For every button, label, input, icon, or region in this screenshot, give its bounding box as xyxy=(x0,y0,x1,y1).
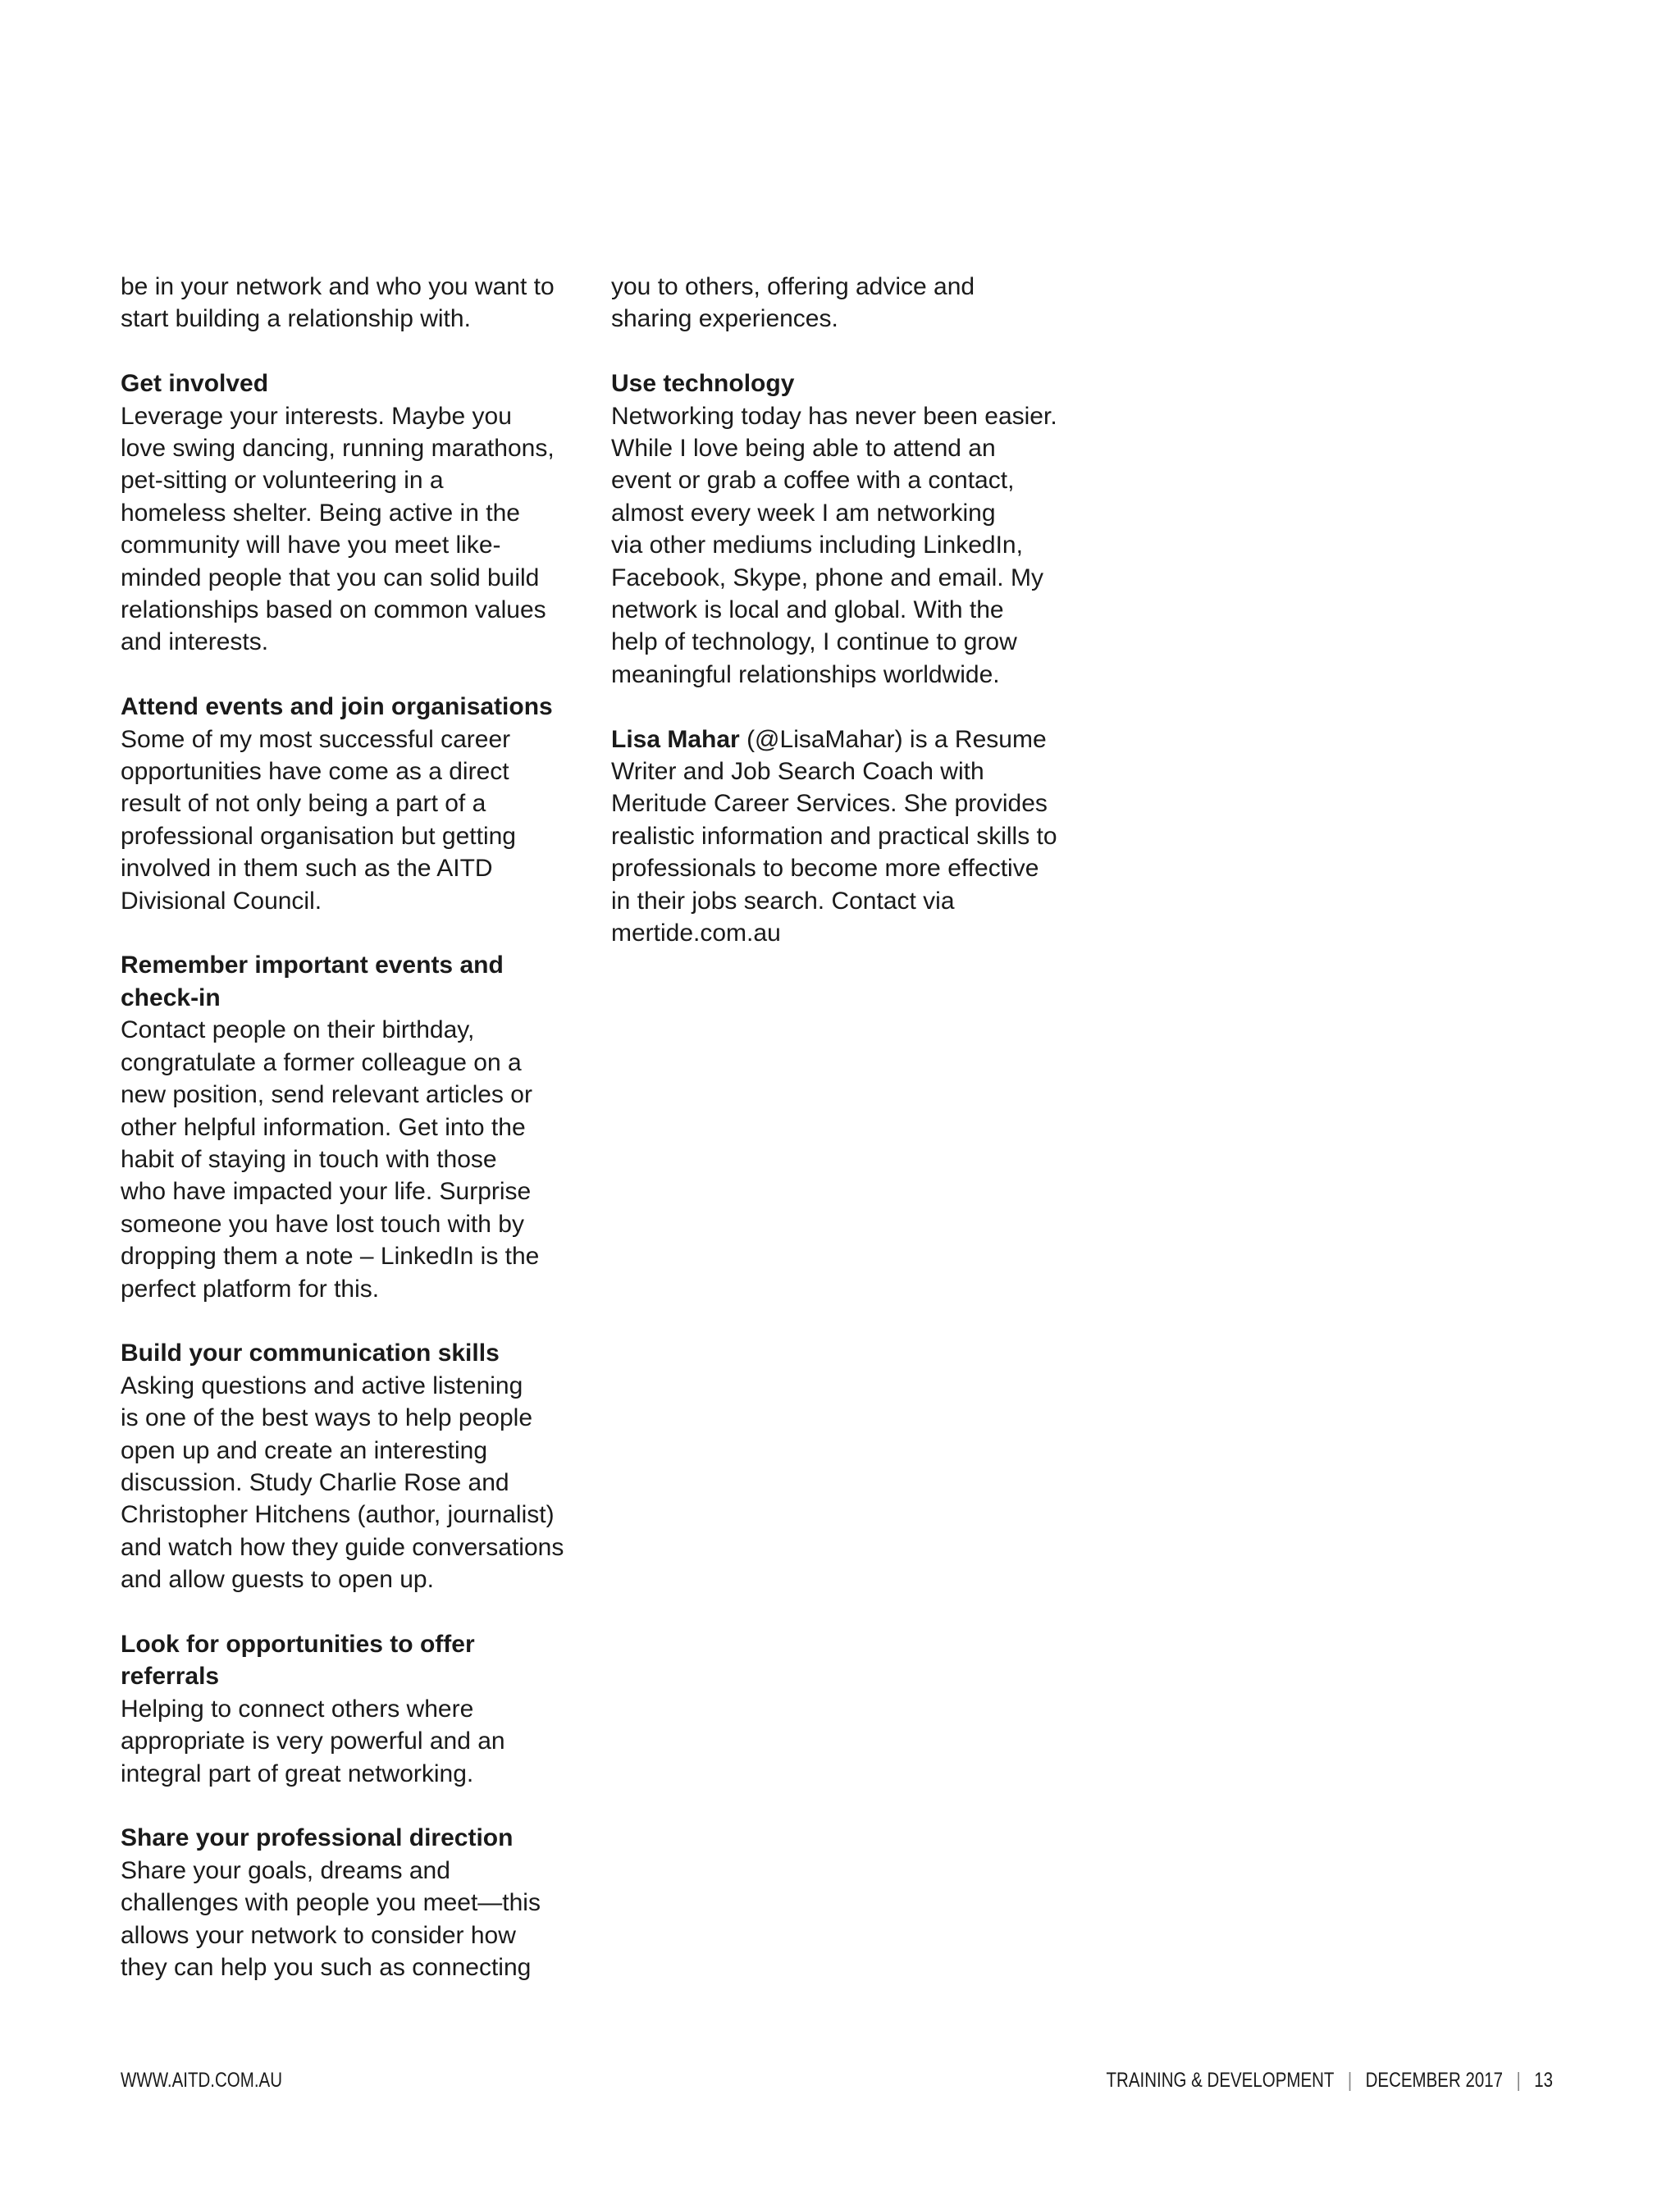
body-line: who have impacted your life. Surprise xyxy=(121,1178,532,1206)
body-line: appropriate is very powerful and an xyxy=(121,1728,505,1755)
body-line: other helpful information. Get into the xyxy=(121,1113,526,1141)
body-line: open up and create an interesting xyxy=(121,1436,487,1464)
section-heading: Use technology xyxy=(611,370,795,398)
issue-date: DECEMBER 2017 xyxy=(1365,2069,1504,2092)
body-line: community will have you meet like- xyxy=(121,532,501,559)
body-line: Divisional Council. xyxy=(121,887,322,915)
body-line: Writer and Job Search Coach with xyxy=(611,758,984,786)
body-line: almost every week I am networking xyxy=(611,499,996,527)
body-line: realistic information and practical skills to xyxy=(611,822,1057,850)
body-line: homeless shelter. Being active in the xyxy=(121,499,520,527)
body-line: dropping them a note – LinkedIn is the xyxy=(121,1243,540,1271)
footer-publication-info xyxy=(1107,2069,1553,2093)
section-heading: Build your communication skills xyxy=(121,1340,500,1367)
body-line: relationships based on common values xyxy=(121,596,546,624)
section-get-involved xyxy=(121,367,580,659)
body-line: new position, send relevant articles or xyxy=(121,1081,532,1109)
section-heading: Share your professional direction xyxy=(121,1824,514,1852)
body-line: Helping to connect others where xyxy=(121,1695,474,1723)
body-line: meaningful relationships worldwide. xyxy=(611,660,1000,688)
body-line: discussion. Study Charlie Rose and xyxy=(121,1468,509,1496)
body-line: integral part of great networking. xyxy=(121,1760,474,1787)
section-heading: Attend events and join organisations xyxy=(121,693,553,721)
right-column xyxy=(611,271,1071,982)
body-line: is one of the best ways to help people xyxy=(121,1404,533,1432)
body-line: Contact people on their birthday, xyxy=(121,1016,475,1044)
body-line: event or grab a coffee with a contact, xyxy=(611,467,1015,495)
footer-website: WWW.AITD.COM.AU xyxy=(121,2069,283,2092)
body-line: challenges with people you meet—this xyxy=(121,1889,541,1917)
section-remember-events xyxy=(121,949,580,1304)
body-line: pet-sitting or volunteering in a xyxy=(121,467,444,495)
body-line: you to others, offering advice and xyxy=(611,273,975,300)
body-line: Christopher Hitchens (author, journalist) xyxy=(121,1501,555,1529)
author-name: Lisa Mahar xyxy=(611,725,740,753)
body-line: result of not only being a part of a xyxy=(121,790,486,818)
section-heading: Remember important events and xyxy=(121,952,504,979)
body-line: help of technology, I continue to grow xyxy=(611,628,1017,656)
section-intro-continued xyxy=(121,271,580,335)
section-use-technology xyxy=(611,367,1071,691)
body-line: allows your network to consider how xyxy=(121,1921,516,1949)
body-line: Share your goals, dreams and xyxy=(121,1856,450,1884)
body-line: opportunities have come as a direct xyxy=(121,758,509,786)
body-line: Meritude Career Services. She provides xyxy=(611,790,1048,818)
body-line: Leverage your interests. Maybe you xyxy=(121,402,512,430)
author-bio xyxy=(611,723,1071,950)
body-line: and interests. xyxy=(121,628,269,656)
body-line: congratulate a former colleague on a xyxy=(121,1048,522,1076)
body-line: start building a relationship with. xyxy=(121,305,471,333)
body-line: and watch how they guide conversations xyxy=(121,1533,564,1561)
body-line: perfect platform for this. xyxy=(121,1275,380,1303)
section-heading: Get involved xyxy=(121,370,269,398)
section-heading: check-in xyxy=(121,984,221,1011)
page-number: 13 xyxy=(1534,2069,1553,2092)
body-line: in their jobs search. Contact via xyxy=(611,887,955,915)
section-referrals xyxy=(121,1628,580,1790)
footer-separator: | xyxy=(1347,2069,1353,2092)
body-line: habit of staying in touch with those xyxy=(121,1145,497,1173)
body-line: professional organisation but getting xyxy=(121,822,516,850)
body-line: be in your network and who you want to xyxy=(121,273,555,300)
body-line: professionals to become more effective xyxy=(611,855,1039,883)
body-line: While I love being able to attend an xyxy=(611,435,996,463)
body-line: via other mediums including LinkedIn, xyxy=(611,532,1023,559)
body-line: mertide.com.au xyxy=(611,920,781,947)
body-line: Some of my most successful career xyxy=(121,725,511,753)
section-communication-skills xyxy=(121,1337,580,1595)
footer-separator: | xyxy=(1516,2069,1521,2092)
body-line: and allow guests to open up. xyxy=(121,1566,434,1594)
body-line: Asking questions and active listening xyxy=(121,1372,523,1399)
bio-text: (@LisaMahar) is a Resume xyxy=(739,725,1047,753)
body-line: minded people that you can solid build xyxy=(121,564,540,591)
body-line: network is local and global. With the xyxy=(611,596,1004,624)
left-column xyxy=(121,271,580,2016)
body-line: love swing dancing, running marathons, xyxy=(121,435,555,463)
section-attend-events xyxy=(121,691,580,917)
section-professional-direction xyxy=(121,1822,580,1983)
section-heading: referrals xyxy=(121,1663,220,1691)
body-line: they can help you such as connecting xyxy=(121,1954,532,1982)
bio-first-line xyxy=(611,723,1071,755)
body-line: Networking today has never been easier. xyxy=(611,402,1057,430)
body-line: Facebook, Skype, phone and email. My xyxy=(611,564,1043,591)
body-line: someone you have lost touch with by xyxy=(121,1210,524,1238)
body-line: involved in them such as the AITD xyxy=(121,855,493,883)
section-heading: Look for opportunities to offer xyxy=(121,1630,475,1658)
body-line: sharing experiences. xyxy=(611,305,838,333)
section-intro-right xyxy=(611,271,1071,335)
publication-name: TRAINING & DEVELOPMENT xyxy=(1106,2069,1335,2092)
